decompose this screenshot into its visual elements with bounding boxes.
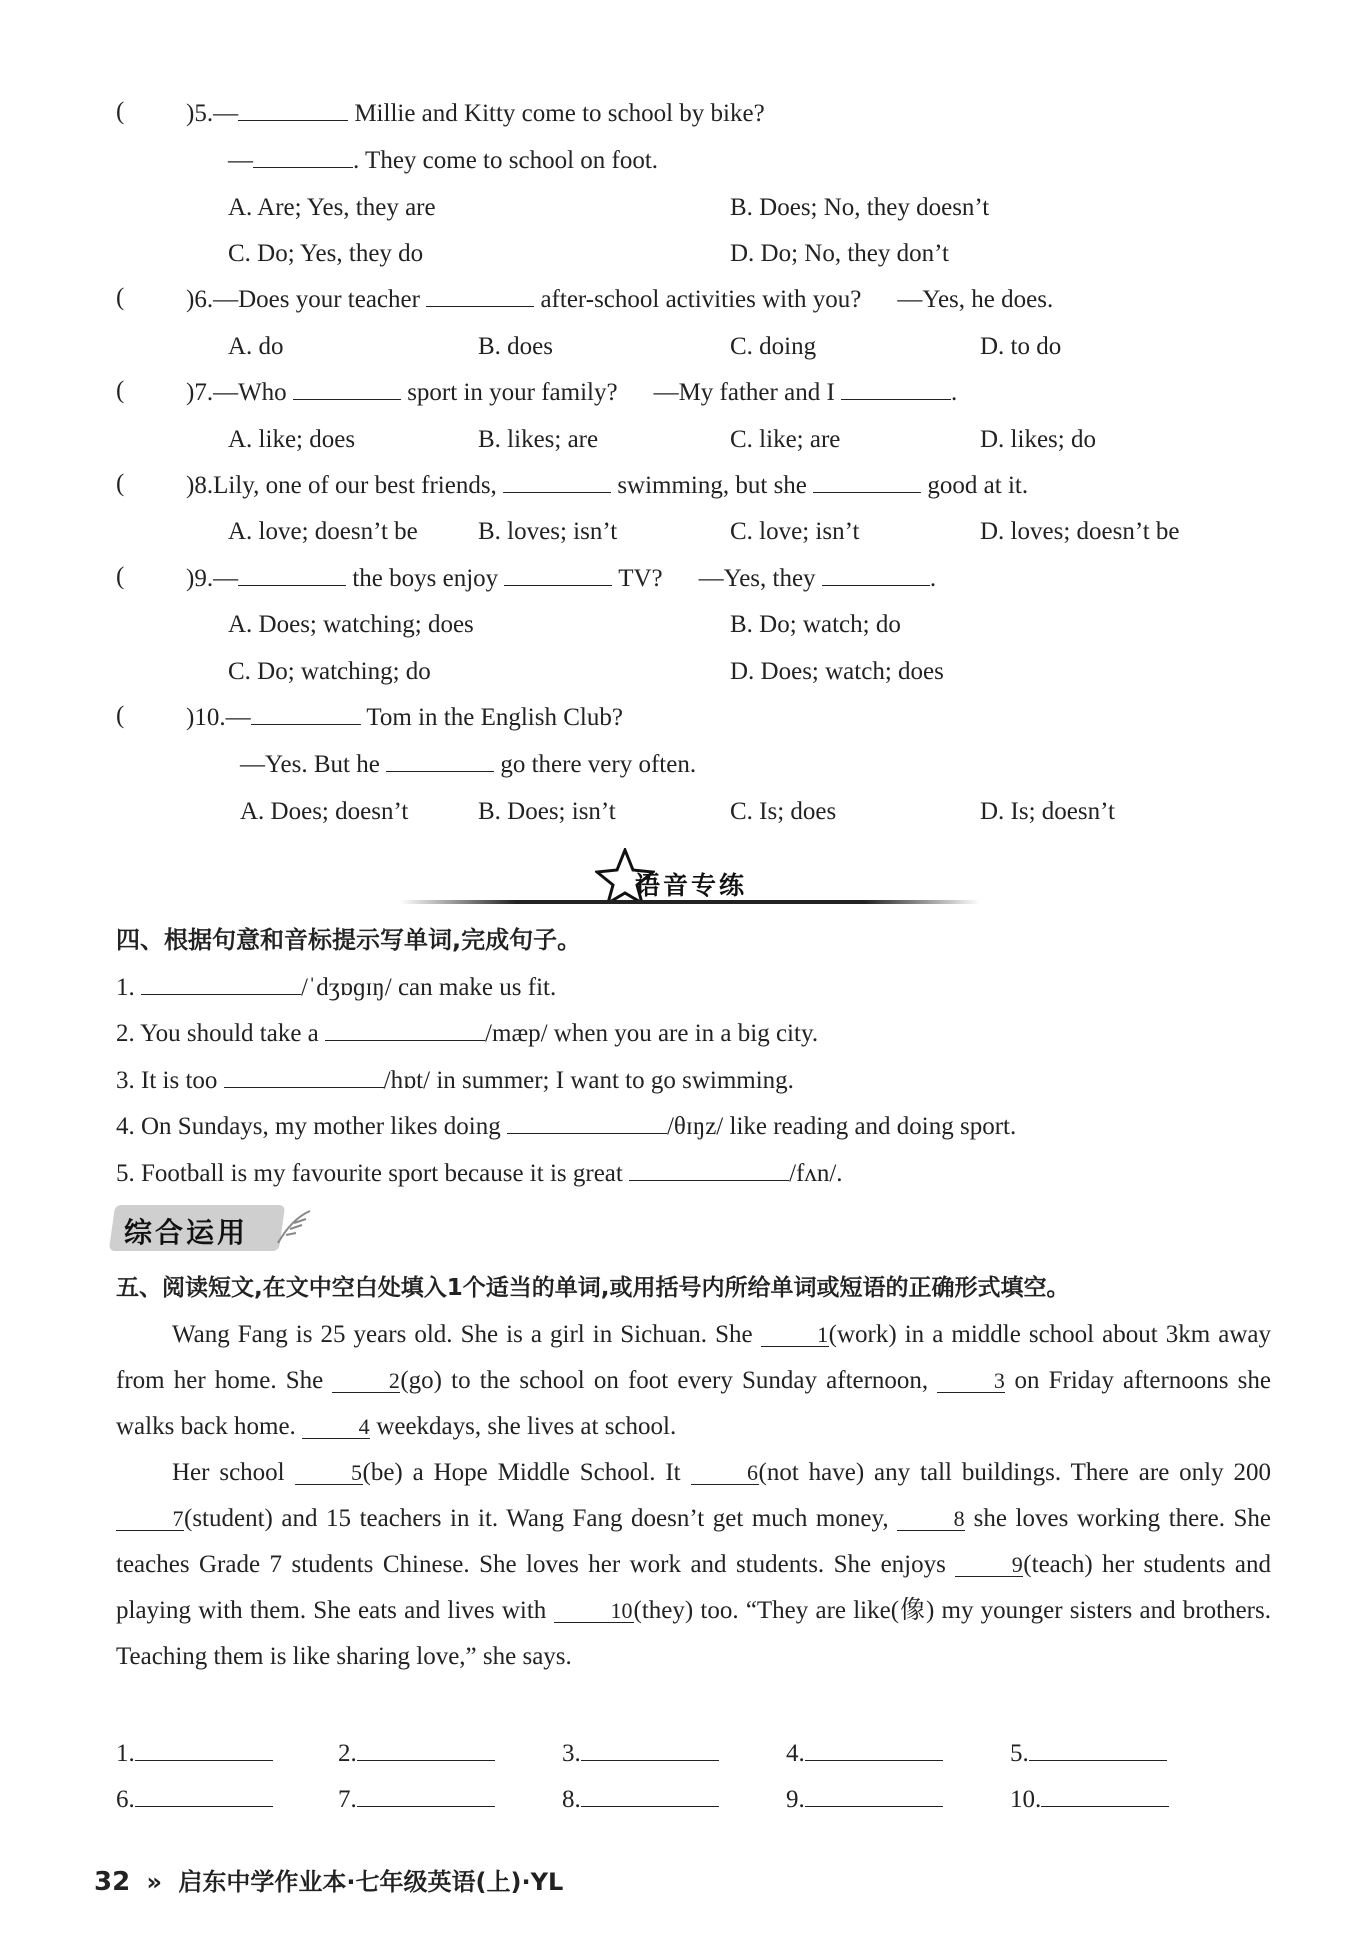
page-footer: [94, 1862, 563, 1897]
blank[interactable]: [386, 749, 494, 772]
phonetic-item-5: 5. Football is my favourite sport because it is great /fʌn/.: [116, 1160, 843, 1187]
option-a[interactable]: A. Are; Yes, they are: [228, 194, 436, 221]
question-7: )7.—Who sport in your family? —My father and I .: [186, 379, 958, 406]
blank[interactable]: [293, 377, 401, 400]
option-d[interactable]: D. to do: [980, 333, 1062, 360]
feather-icon: [274, 1207, 314, 1247]
section-5-heading: 五、阅读短文,在文中空白处填入1个适当的单词,或用括号内所给单词或短语的正确形式填空。: [116, 1275, 1070, 1301]
answer-paren[interactable]: (: [116, 98, 125, 125]
page-number: 32: [94, 1867, 131, 1897]
answer-paren[interactable]: (: [116, 470, 125, 497]
answer-paren[interactable]: (: [116, 563, 125, 590]
answer-blank[interactable]: [357, 1738, 495, 1761]
blank[interactable]: [813, 470, 921, 493]
banner-title: 语音专练: [635, 871, 748, 900]
section-tag: [112, 1205, 312, 1253]
option-c[interactable]: C. like; are: [730, 426, 841, 453]
answer-line-7: 7.: [338, 1784, 495, 1816]
blank[interactable]: [251, 702, 361, 725]
answer-paren[interactable]: (: [116, 702, 125, 729]
double-chevron-icon: »: [146, 1868, 163, 1896]
blank-3[interactable]: 3: [937, 1370, 1005, 1393]
answer-blank[interactable]: [805, 1738, 943, 1761]
option-b[interactable]: B. Does; isn’t: [478, 798, 616, 825]
answer-blank[interactable]: [581, 1738, 719, 1761]
answer-blank[interactable]: [805, 1784, 943, 1807]
answer-line-5: 5.: [1010, 1738, 1167, 1770]
blank[interactable]: [238, 563, 346, 586]
answer-blank[interactable]: [581, 1784, 719, 1807]
option-a[interactable]: A. Does; doesn’t: [240, 798, 409, 825]
blank[interactable]: [504, 563, 612, 586]
answer-blank[interactable]: [1029, 1738, 1167, 1761]
answer-line-8: 8.: [562, 1784, 719, 1816]
blank[interactable]: [224, 1065, 384, 1088]
book-title: 启东中学作业本·七年级英语(上)·YL: [178, 1868, 564, 1896]
passage-paragraph-2: Her school 5(be) a Hope Middle School. It 6(not have) any tall buildings. There are only 200 7(student) and 15 teachers in it. Wang Fang doesn’t get much money, 8 she loves working there. She teaches Grade 7 students Chinese. She loves her work and students. She enjoys 9(teach) her students and playing with them. She eats and lives with 10(they) too. “They are like(像) my younger sisters and brothers. Teaching them is like sharing love,” she says.: [116, 1459, 1271, 1670]
answer-line-2: 2.: [338, 1738, 495, 1770]
question-5: )5.— Millie and Kitty come to school by bike?: [186, 100, 765, 127]
option-c[interactable]: C. Is; does: [730, 798, 837, 825]
option-b[interactable]: B. Does; No, they doesn’t: [730, 194, 990, 221]
option-a[interactable]: A. Does; watching; does: [228, 611, 474, 638]
blank[interactable]: [629, 1158, 789, 1181]
blank-2[interactable]: 2: [332, 1370, 400, 1393]
option-d[interactable]: D. Does; watch; does: [730, 658, 944, 685]
option-c[interactable]: C. love; isn’t: [730, 518, 860, 545]
option-a[interactable]: A. love; doesn’t be: [228, 518, 418, 545]
answer-blank[interactable]: [357, 1784, 495, 1807]
blank-9[interactable]: 9: [955, 1554, 1023, 1577]
option-b[interactable]: B. Do; watch; do: [730, 611, 901, 638]
option-b[interactable]: B. loves; isn’t: [478, 518, 618, 545]
answer-line-4: 4.: [786, 1738, 943, 1770]
answer-line-1: 1.: [116, 1738, 273, 1770]
blank-1[interactable]: 1: [761, 1324, 829, 1347]
question-10: )10.— Tom in the English Club?: [186, 704, 623, 731]
divider: [400, 900, 980, 904]
answer-paren[interactable]: (: [116, 284, 125, 311]
blank[interactable]: [253, 145, 353, 168]
question-6: )6.—Does your teacher after-school activities with you? —Yes, he does.: [186, 286, 1054, 313]
answer-paren[interactable]: (: [116, 377, 125, 404]
blank[interactable]: [325, 1018, 485, 1041]
option-d[interactable]: D. Is; doesn’t: [980, 798, 1115, 825]
phonetic-item-2: 2. You should take a /mæp/ when you are in a big city.: [116, 1020, 819, 1047]
question-10-answer: —Yes. But he go there very often.: [240, 751, 697, 778]
blank-10[interactable]: 10: [554, 1600, 634, 1623]
blank[interactable]: [822, 563, 930, 586]
phonetic-item-1: 1. /ˈdʒɒɡɪŋ/ can make us fit.: [116, 974, 557, 1001]
option-b[interactable]: B. likes; are: [478, 426, 599, 453]
question-5-answer: — . They come to school on foot.: [228, 147, 659, 174]
section-4-heading: 四、根据句意和音标提示写单词,完成句子。: [116, 926, 582, 954]
question-8: )8.Lily, one of our best friends, swimming, but she good at it.: [186, 472, 1029, 499]
passage-paragraph-1: Wang Fang is 25 years old. She is a girl in Sichuan. She 1(work) in a middle school about 3km away from her home. She 2(go) to the school on foot every Sunday afternoon, 3 on Friday afternoons she walks back home. 4 weekdays, she lives at school.: [116, 1321, 1271, 1440]
question-9: )9.— the boys enjoy TV? —Yes, they .: [186, 565, 937, 592]
blank[interactable]: [238, 98, 348, 121]
blank[interactable]: [426, 284, 534, 307]
phonetic-item-3: 3. It is too /hɒt/ in summer; I want to go swimming.: [116, 1067, 794, 1094]
answer-blank[interactable]: [135, 1784, 273, 1807]
option-c[interactable]: C. Do; watching; do: [228, 658, 431, 685]
option-c[interactable]: C. doing: [730, 333, 817, 360]
option-d[interactable]: D. loves; doesn’t be: [980, 518, 1180, 545]
blank-8[interactable]: 8: [897, 1508, 965, 1531]
option-d[interactable]: D. Do; No, they don’t: [730, 240, 949, 267]
blank-7[interactable]: 7: [116, 1508, 184, 1531]
blank[interactable]: [503, 470, 611, 493]
blank[interactable]: [141, 972, 301, 995]
section-banner: [400, 848, 980, 908]
option-a[interactable]: A. like; does: [228, 426, 356, 453]
blank-6[interactable]: 6: [691, 1462, 759, 1485]
answer-blank[interactable]: [135, 1738, 273, 1761]
blank[interactable]: [841, 377, 951, 400]
answer-line-3: 3.: [562, 1738, 719, 1770]
answer-blank[interactable]: [1041, 1784, 1169, 1807]
blank-5[interactable]: 5: [295, 1462, 363, 1485]
answer-line-10: 10.: [1010, 1784, 1169, 1816]
answer-line-9: 9.: [786, 1784, 943, 1816]
option-a[interactable]: A. do: [228, 333, 284, 360]
option-b[interactable]: B. does: [478, 333, 553, 360]
option-d[interactable]: D. likes; do: [980, 426, 1096, 453]
blank[interactable]: [507, 1111, 667, 1134]
phonetic-item-4: 4. On Sundays, my mother likes doing /θɪŋz/ like reading and doing sport.: [116, 1113, 1017, 1140]
blank-4[interactable]: 4: [302, 1416, 370, 1439]
option-c[interactable]: C. Do; Yes, they do: [228, 240, 424, 267]
answer-line-6: 6.: [116, 1784, 273, 1816]
tag-title: 综合运用: [124, 1216, 249, 1249]
